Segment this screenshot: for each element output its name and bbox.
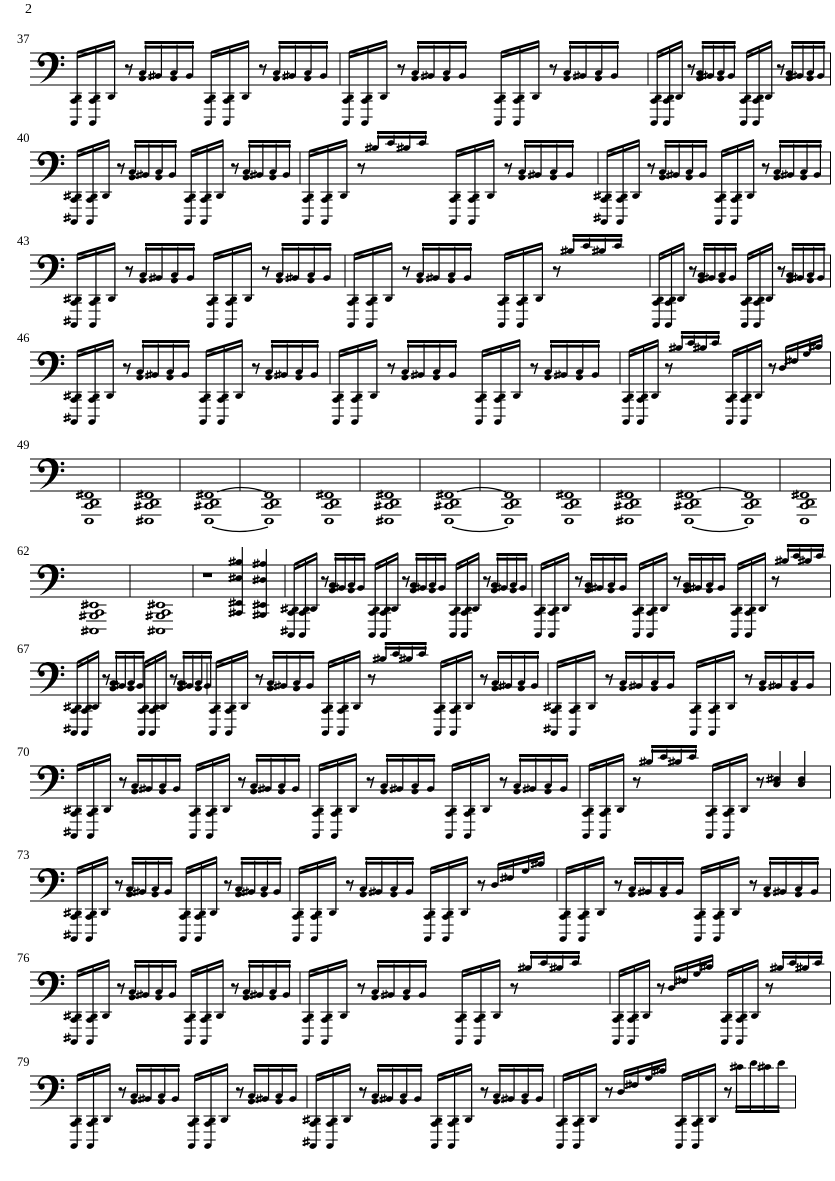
staff-lines bbox=[30, 766, 831, 798]
measure-64 bbox=[203, 547, 269, 619]
measure-number: 67 bbox=[17, 642, 30, 656]
bass-clef-icon bbox=[38, 458, 65, 490]
measure-56 bbox=[501, 492, 522, 525]
measure-number: 43 bbox=[17, 234, 30, 248]
measure-48 bbox=[622, 331, 823, 426]
bass-clef-icon bbox=[38, 765, 65, 797]
measure-77 bbox=[302, 951, 582, 1046]
system-49 bbox=[17, 438, 831, 532]
staff-lines bbox=[30, 255, 831, 287]
bass-clef-icon bbox=[38, 351, 65, 383]
measure-49 bbox=[76, 490, 101, 525]
measure-number: 37 bbox=[17, 32, 30, 46]
measure-59 bbox=[674, 488, 748, 532]
bass-clef-icon bbox=[38, 151, 65, 183]
measure-number: 73 bbox=[17, 848, 30, 862]
staff-lines bbox=[30, 352, 831, 384]
staff-lines bbox=[30, 152, 831, 184]
measure-number: 62 bbox=[17, 544, 30, 558]
measure-55 bbox=[434, 488, 508, 532]
measure-number: 70 bbox=[17, 745, 30, 759]
measure-41 bbox=[302, 131, 574, 226]
bass-clef-icon bbox=[38, 971, 65, 1003]
measure-60 bbox=[741, 492, 762, 525]
measure-53 bbox=[316, 490, 341, 525]
bass-clef-icon bbox=[38, 1075, 65, 1107]
system-76 bbox=[17, 951, 831, 1046]
system-79 bbox=[17, 1055, 796, 1150]
measure-72 bbox=[582, 745, 806, 840]
staff-lines bbox=[30, 459, 831, 491]
system-73 bbox=[17, 848, 831, 943]
bass-clef-icon bbox=[38, 662, 65, 694]
bass-clef-icon bbox=[38, 564, 65, 596]
staff-lines bbox=[30, 1076, 796, 1108]
measure-52 bbox=[261, 492, 282, 525]
measure-61 bbox=[792, 490, 817, 525]
system-70 bbox=[17, 745, 831, 840]
system-37 bbox=[17, 32, 831, 127]
bass-clef-icon bbox=[38, 52, 65, 84]
system-43 bbox=[17, 234, 831, 329]
measure-number: 79 bbox=[17, 1055, 30, 1069]
measure-58 bbox=[614, 490, 641, 526]
measure-57 bbox=[556, 490, 581, 525]
bass-clef-icon bbox=[38, 868, 65, 900]
system-40 bbox=[17, 131, 831, 226]
measure-number: 40 bbox=[17, 131, 30, 145]
system-67 bbox=[17, 642, 831, 737]
measure-78 bbox=[612, 951, 825, 1046]
page-number: 2 bbox=[25, 2, 32, 17]
system-46 bbox=[17, 331, 831, 426]
measure-81 bbox=[556, 1058, 788, 1150]
measure-50 bbox=[134, 490, 161, 526]
measure-63 bbox=[146, 600, 173, 636]
measure-68 bbox=[209, 642, 539, 737]
measure-74 bbox=[292, 851, 545, 943]
measure-44 bbox=[347, 234, 625, 329]
staff-lines bbox=[30, 972, 831, 1004]
measure-number: 46 bbox=[17, 331, 30, 345]
bass-clef-icon bbox=[38, 254, 65, 286]
measure-62 bbox=[79, 600, 106, 636]
system-62 bbox=[17, 544, 831, 639]
measure-number: 49 bbox=[17, 438, 30, 452]
staff-lines bbox=[30, 663, 831, 695]
measure-66 bbox=[534, 544, 826, 639]
measure-54 bbox=[374, 490, 401, 526]
measure-number: 76 bbox=[17, 951, 30, 965]
measure-51 bbox=[194, 488, 268, 532]
